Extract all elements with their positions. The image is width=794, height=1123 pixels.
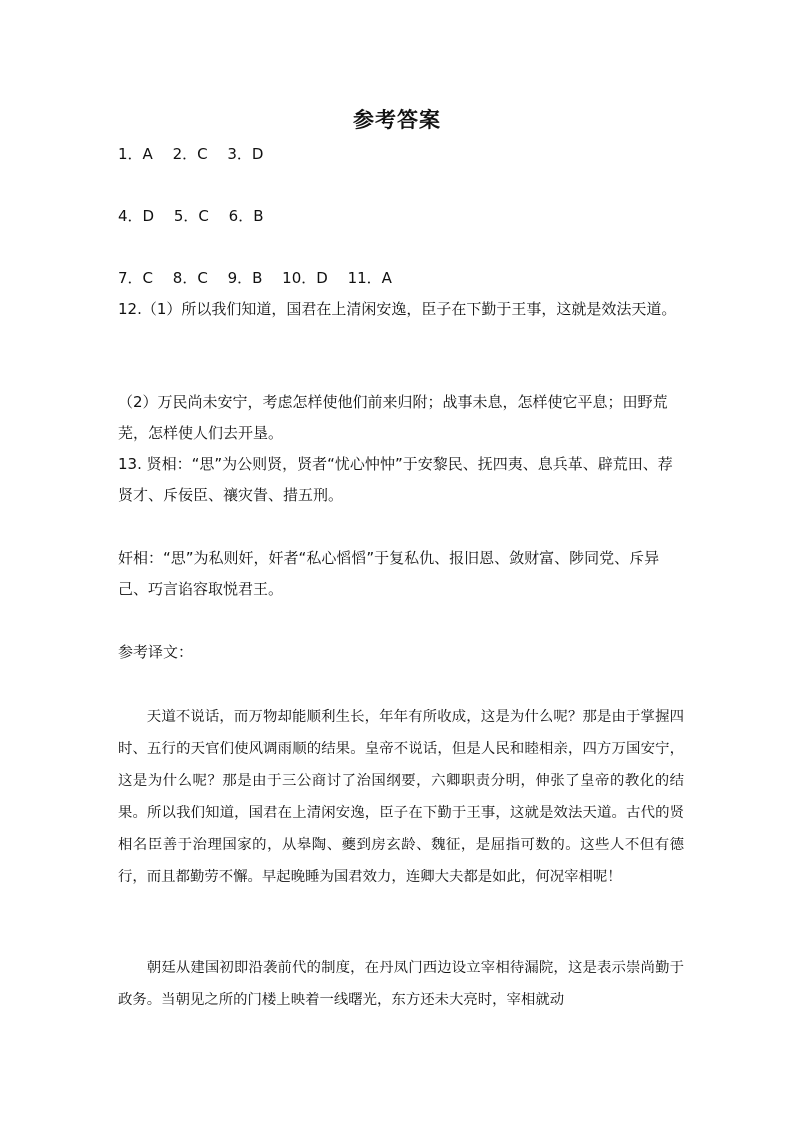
answers-row-2: 4．D 5．C 6．B <box>118 207 264 225</box>
page-title: 参考答案 <box>353 108 441 132</box>
translation-heading: 参考译文： <box>118 643 194 661</box>
translation-paragraph-1: 天道不说话，而万物却能顺利生长，年年有所收成，这是为什么呢？那是由于掌握四时、五行的天官们使风调雨顺的结果。皇帝不说话，但是人民和睦相亲，四方万国安宁，这是为什么呢？那是由于三公商讨了治国纲要，六卿职责分明，伸张了皇帝的教化的结果。所以我们知道，国君在上清闲安逸，臣子在下勤于王事，这就是效法天道。古代的贤相名臣善于治理国家的，从皋陶、夔到房玄龄、魏征，是屈指可数的。这些人不但有德行，而且都勤劳不懈。早起晚睡为国君效力，连卿大夫都是如此，何况宰相呢！ <box>118 709 684 885</box>
answer-13-good-minister: 13. 贤相：“思”为公则贤，贤者“忧心忡忡”于安黎民、抚四夷、息兵革、辟荒田、荐贤才、斥佞臣、禳灾眚、措五刑。 <box>118 455 673 504</box>
answers-row-1: 1．A 2．C 3．D <box>118 145 264 163</box>
answer-12-part-1: 12.（1）所以我们知道，国君在上清闲安逸，臣子在下勤于王事，这就是效法天道。 <box>118 300 677 318</box>
answer-12-part-2: （2）万民尚未安宁，考虑怎样使他们前来归附；战事未息，怎样使它平息；田野荒芜，怎样使人们去开垦。 <box>118 393 668 442</box>
answer-13-evil-minister: 奸相：“思”为私则奸，奸者“私心慆慆”于复私仇、报旧恩、敛财富、陟同党、斥异己、巧言谄容取悦君王。 <box>118 549 660 598</box>
answers-row-3: 7．C 8．C 9．B 10．D 11．A <box>118 269 392 287</box>
translation-paragraph-2: 朝廷从建国初即沿袭前代的制度，在丹凤门西边设立宰相待漏院，这是表示崇尚勤于政务。当朝见之所的门楼上映着一线曙光，东方还未大亮时，宰相就动 <box>118 960 684 1008</box>
